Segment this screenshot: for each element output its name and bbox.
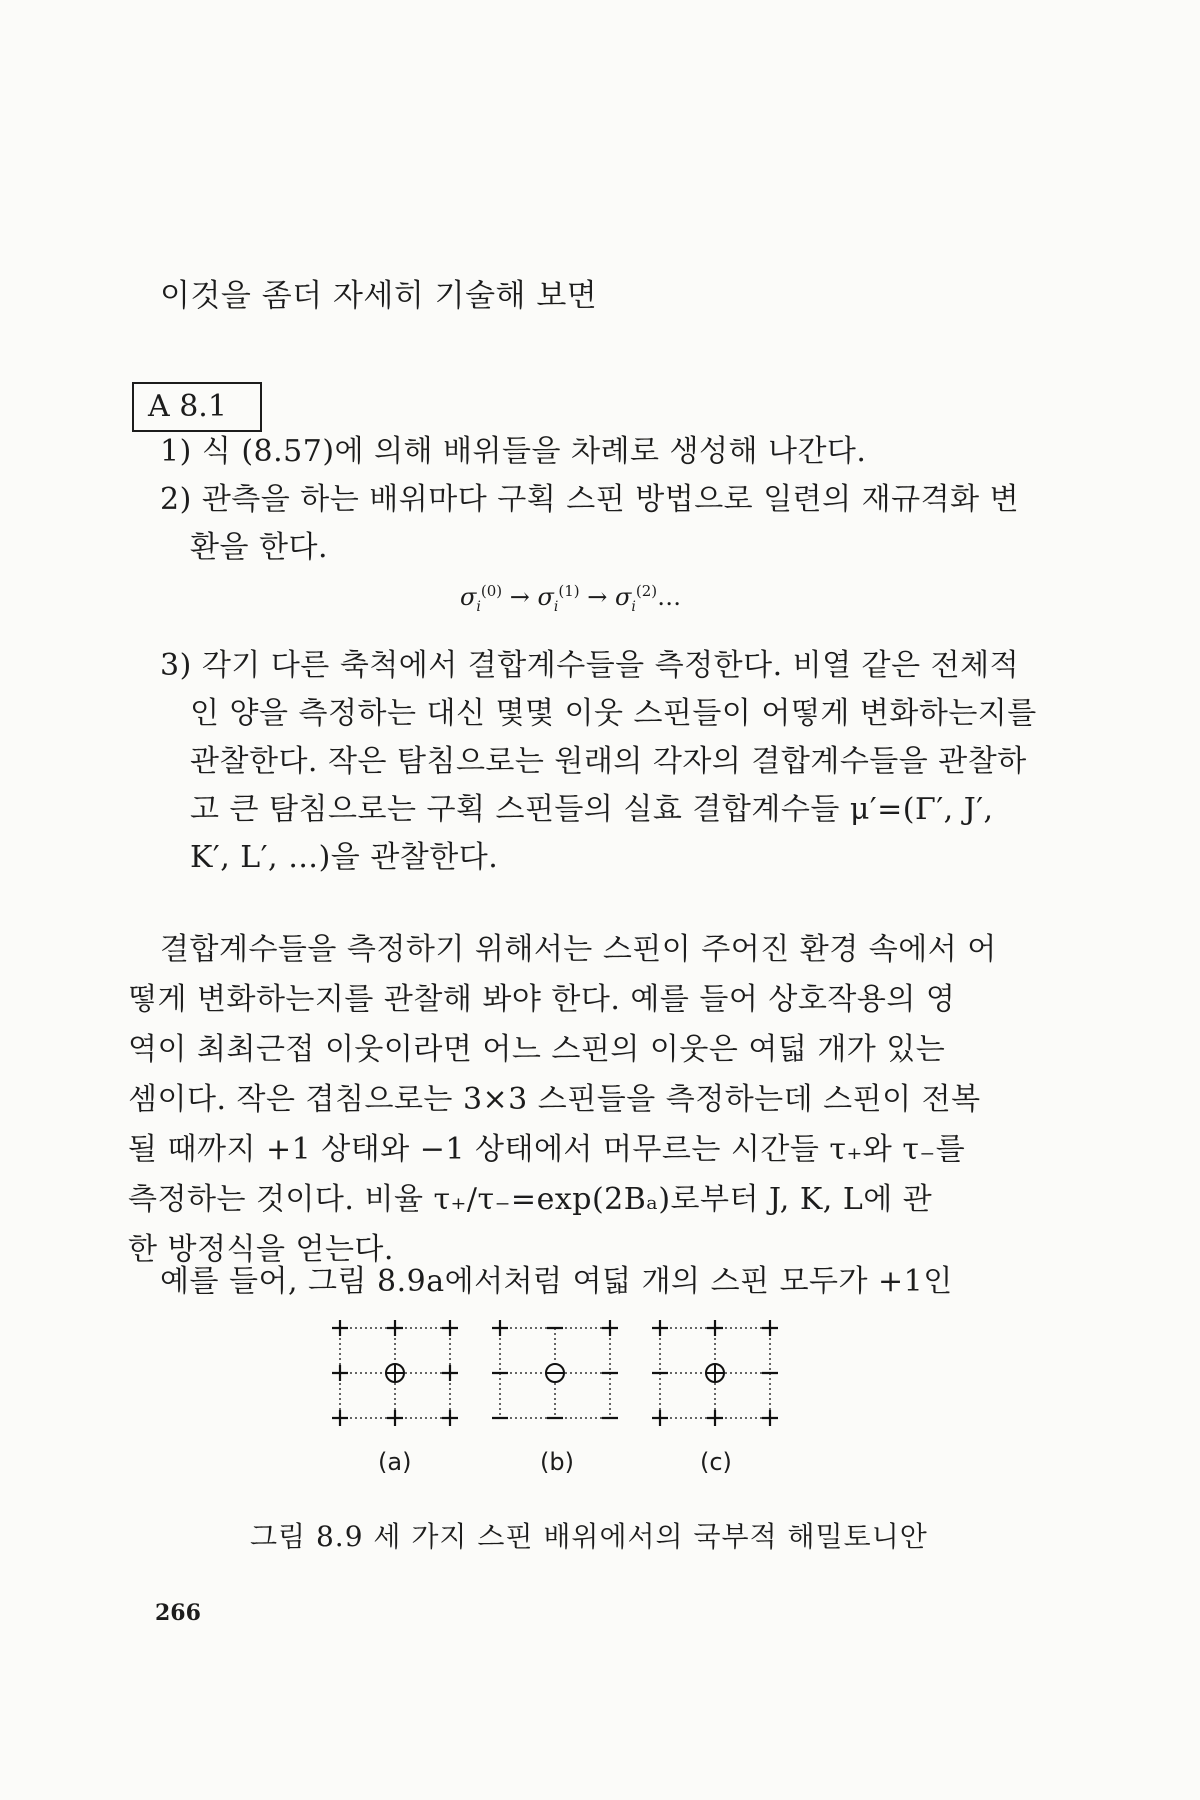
spin-config-b <box>490 1318 620 1428</box>
para-1-line-7: 한 방정식을 얻는다. <box>128 1232 394 1267</box>
figure-caption: 그림 8.9 세 가지 스핀 배위에서의 국부적 해밀토니안 <box>250 1520 928 1553</box>
intro-line: 이것을 좀더 자세히 기술해 보면 <box>160 278 598 314</box>
step-3-line-1: 3) 각기 다른 축척에서 결합계수들을 측정한다. 비열 같은 전체적 <box>160 648 1020 683</box>
spin-config-a <box>330 1318 460 1428</box>
figure-label-b: (b) <box>540 1448 574 1476</box>
algorithm-box-label: A 8.1 <box>132 382 262 432</box>
para-1-line-6: 측정하는 것이다. 비율 τ₊/τ₋=exp(2Bₐ)로부터 J, K, L에 관 <box>128 1182 933 1217</box>
spin-config-c <box>650 1318 780 1428</box>
step-2-line-2: 환을 한다. <box>190 530 328 565</box>
figure-label-c: (c) <box>700 1448 732 1476</box>
para-1-line-1: 결합계수들을 측정하기 위해서는 스핀이 주어진 환경 속에서 어 <box>160 932 997 967</box>
step-3-line-3: 관찰한다. 작은 탐침으로는 원래의 각자의 결합계수들을 관찰하 <box>190 744 1027 779</box>
para-1-line-4: 셈이다. 작은 겹침으로는 3×3 스핀들을 측정하는데 스핀이 전복 <box>128 1082 981 1117</box>
page-number: 266 <box>155 1600 201 1626</box>
renormalization-sequence: $\sigma_i^{(0)} \to \sigma_i^{(1)}$ → $\sigma_i^{(2)}\dots$ <box>460 582 682 615</box>
para-1-line-2: 떻게 변화하는지를 관찰해 봐야 한다. 예를 들어 상호작용의 영 <box>128 982 956 1017</box>
step-1: 1) 식 (8.57)에 의해 배위들을 차례로 생성해 나간다. <box>160 434 867 469</box>
figure-label-a: (a) <box>378 1448 412 1476</box>
step-3-line-4: 고 큰 탐침으로는 구획 스핀들의 실효 결합계수들 μ′=(Γ′, J′, <box>190 792 994 827</box>
para-1-line-3: 역이 최최근접 이웃이라면 어느 스핀의 이웃은 여덟 개가 있는 <box>128 1032 946 1067</box>
step-3-line-2: 인 양을 측정하는 대신 몇몇 이웃 스핀들이 어떻게 변화하는지를 <box>190 696 1037 731</box>
step-2-line-1: 2) 관측을 하는 배위마다 구획 스핀 방법으로 일련의 재규격화 변 <box>160 482 1020 517</box>
para-2: 예를 들어, 그림 8.9a에서처럼 여덟 개의 스핀 모두가 +1인 <box>160 1264 953 1299</box>
para-1-line-5: 될 때까지 +1 상태와 −1 상태에서 머무르는 시간들 τ₊와 τ₋를 <box>128 1132 966 1167</box>
step-3-line-5: K′, L′, …)을 관찰한다. <box>190 840 499 875</box>
